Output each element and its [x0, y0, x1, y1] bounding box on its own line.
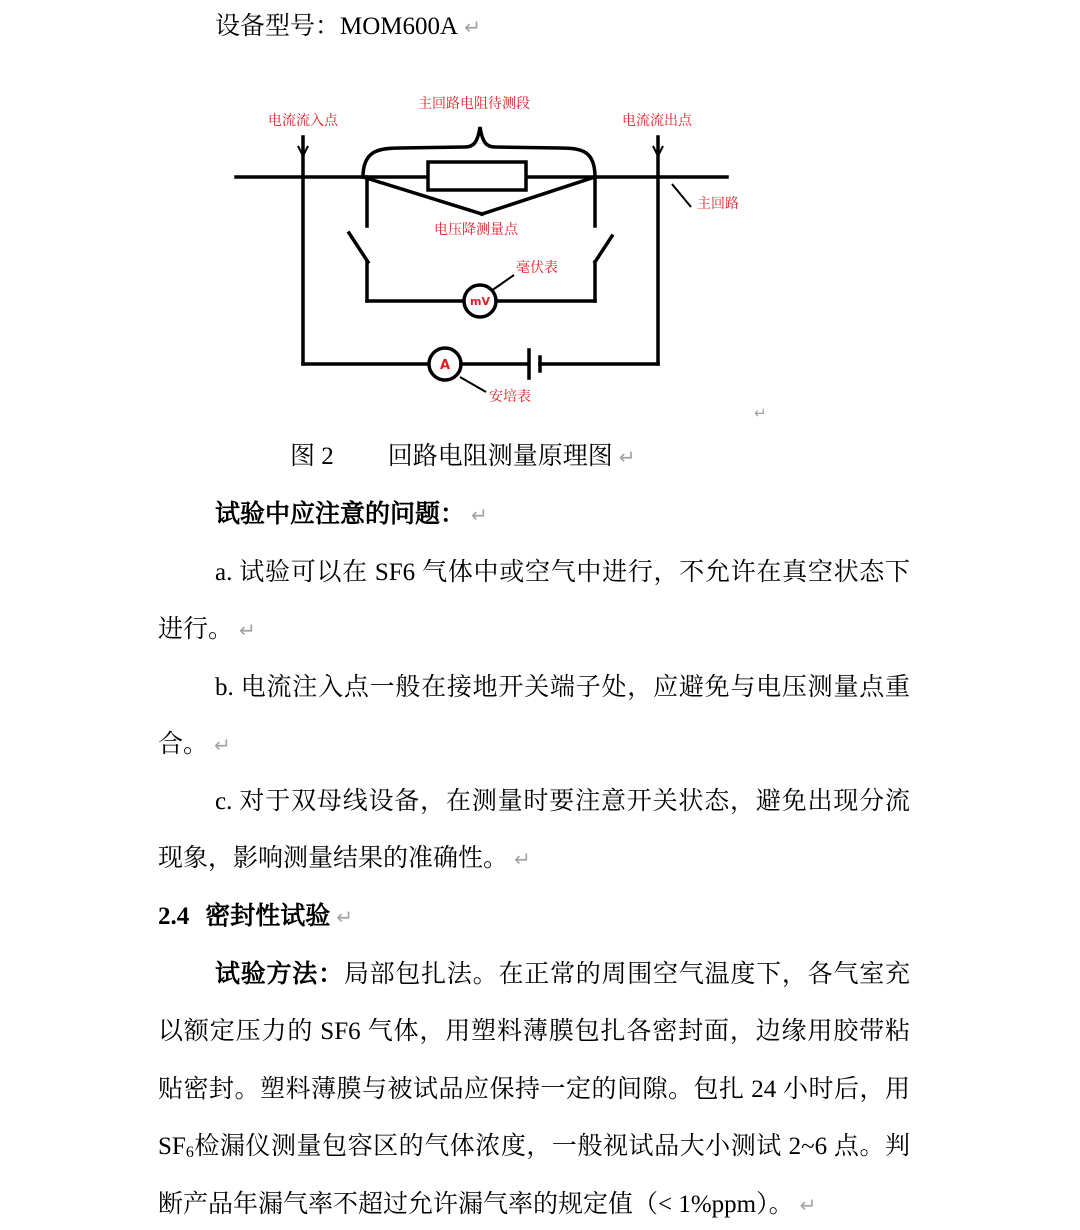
figure-number: 图 2: [290, 443, 334, 470]
precaution-c-line-1: c. 对于双母线设备，在测量时要注意开关状态，避免出现分流: [215, 788, 910, 815]
paragraph-mark: ↵: [754, 404, 767, 422]
precaution-b-line-1: b. 电流注入点一般在接地开关端子处，应避免与电压测量点重: [215, 674, 910, 701]
circuit-diagram: [0, 0, 1080, 440]
main-circuit-pointer: [672, 184, 691, 207]
millivoltmeter-pointer: [491, 275, 514, 291]
precautions-heading: [215, 498, 488, 532]
paragraph-mark: ↵: [471, 503, 488, 527]
method-line-4: [158, 1130, 910, 1164]
paragraph-mark: ↵: [799, 1193, 817, 1217]
method-line-2: 以额定压力的 SF6 气体，用塑料薄膜包扎各密封面，边缘用胶带粘: [158, 1018, 910, 1045]
ammeter-pointer: [460, 377, 486, 392]
label-current-in: 电流流入点: [268, 113, 338, 129]
paragraph-mark: ↵: [464, 15, 481, 39]
label-current-out: 电流流出点: [622, 113, 692, 129]
resistor-under-test: [428, 162, 526, 190]
figure-caption: [290, 440, 636, 474]
sf6-formula-subscript: 6: [185, 1144, 194, 1161]
label-ammeter: 安培表: [489, 389, 531, 405]
method-line-1: [215, 958, 910, 992]
label-voltage-drop-points: 电压降测量点: [434, 222, 518, 238]
label-main-circuit: 主回路: [697, 196, 739, 212]
paragraph-mark: ↵: [214, 733, 231, 757]
voltage-lead-left-switch: [349, 233, 368, 262]
precaution-b-line-2: [158, 728, 231, 762]
millivoltmeter-symbol: mV: [470, 295, 490, 308]
method-line-5-text: 断产品年漏气率不超过允许漏气率的规定值（< 1%ppm）。: [158, 1191, 794, 1218]
precaution-c-line-2: [158, 842, 531, 876]
method-line-4-text: 检漏仪测量包容区的气体浓度，一般视试品大小测试 2~6 点。判: [193, 1133, 910, 1160]
method-line-3: 贴密封。塑料薄膜与被试品应保持一定的间隙。包扎 24 小时后，用: [158, 1076, 910, 1103]
section-number: 2.4: [158, 903, 190, 930]
sf6-formula-base: SF: [158, 1133, 186, 1160]
precaution-a-line-2: [158, 613, 256, 647]
ammeter-symbol: A: [439, 358, 451, 373]
precaution-a-line-2-text: 进行。: [158, 616, 234, 643]
precaution-a-line-1: a. 试验可以在 SF6 气体中或空气中进行，不允许在真空状态下: [215, 559, 910, 586]
precaution-b-line-2-text: 合。: [158, 731, 209, 758]
section-title: 密封性试验: [205, 903, 331, 930]
section-heading: [158, 900, 353, 934]
method-line-1-text: 局部包扎法。在正常的周围空气温度下，各气室充: [343, 961, 910, 988]
paragraph-mark: ↵: [514, 847, 531, 871]
precaution-c-line-2-text: 现象，影响测量结果的准确性。: [158, 845, 509, 872]
label-millivoltmeter: 毫伏表: [516, 260, 558, 276]
device-model-text: 设备型号：MOM600A: [215, 13, 459, 40]
precautions-heading-text: 试验中应注意的问题：: [215, 501, 466, 528]
paragraph-mark: ↵: [336, 905, 354, 929]
paragraph-mark: ↵: [618, 445, 636, 469]
voltage-lead-right-switch: [595, 236, 612, 262]
figure-title: 回路电阻测量原理图: [387, 443, 613, 470]
label-test-section: 主回路电阻待测段: [418, 96, 530, 112]
paragraph-mark: ↵: [239, 618, 256, 642]
method-label: 试验方法：: [215, 961, 344, 988]
method-line-5: [158, 1188, 816, 1222]
